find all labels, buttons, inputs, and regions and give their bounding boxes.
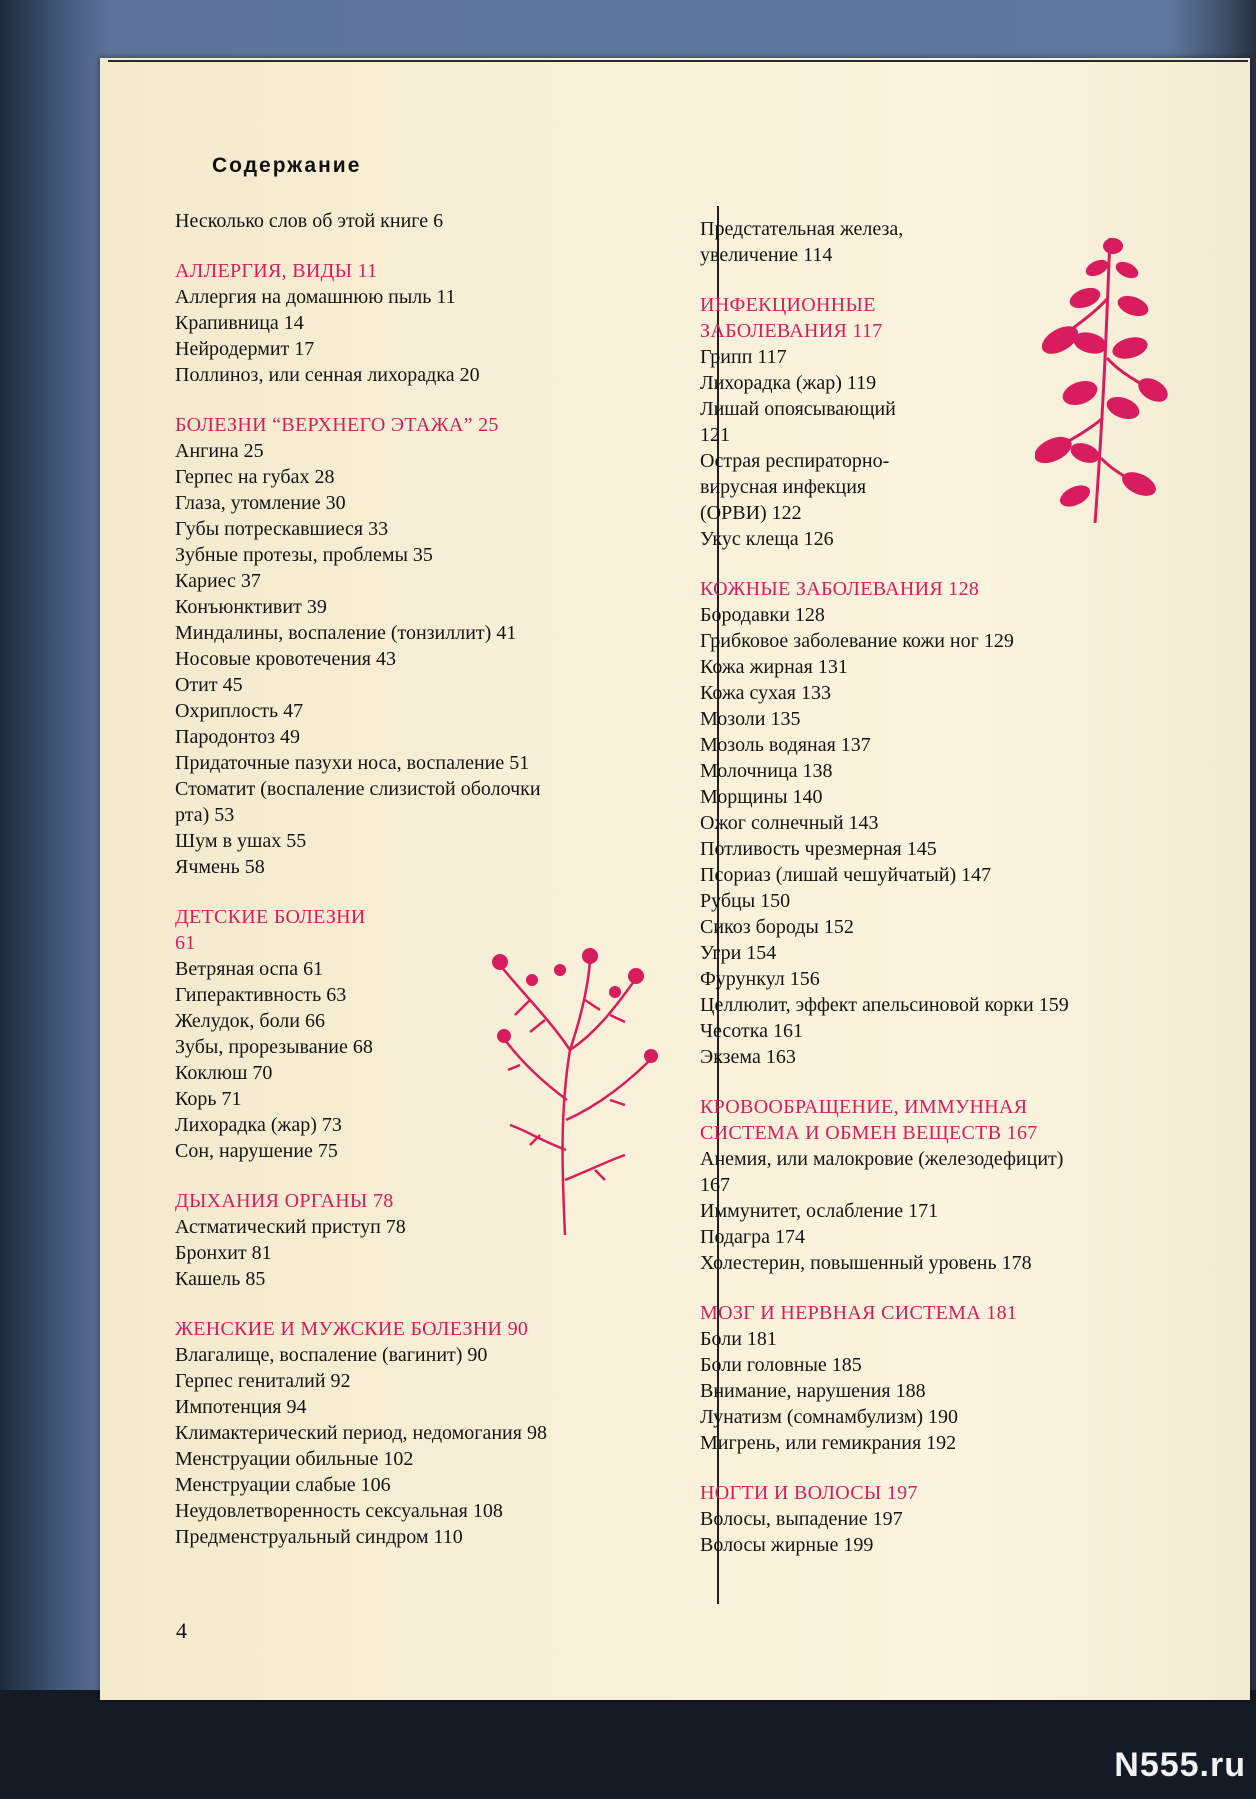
toc-entry: Экзема 163 [700, 1046, 796, 1068]
toc-entry: Предстательная железа, [700, 218, 904, 240]
toc-entry: Сикоз бороды 152 [700, 916, 854, 938]
toc-entry: Глаза, утомление 30 [175, 492, 346, 514]
chamomile-plant-illustration [470, 940, 670, 1240]
toc-section-heading: ДЕТСКИЕ БОЛЕЗНИ [175, 906, 366, 928]
toc-entry: Лунатизм (сомнамбулизм) 190 [700, 1406, 959, 1428]
toc-entry: Потливость чрезмерная 145 [700, 838, 937, 860]
toc-entry: Грипп 117 [700, 346, 787, 368]
toc-section-heading: 61 [175, 932, 196, 954]
toc-section-heading: ЖЕНСКИЕ И МУЖСКИЕ БОЛЕЗНИ 90 [175, 1318, 529, 1340]
toc-entry: Ангина 25 [175, 440, 264, 462]
toc-entry: Несколько слов об этой книге 6 [175, 210, 444, 232]
toc-entry: Сон, нарушение 75 [175, 1140, 338, 1162]
toc-entry: Предменструальный синдром 110 [175, 1526, 463, 1548]
toc-entry: Боли головные 185 [700, 1354, 862, 1376]
toc-section-heading: АЛЛЕРГИЯ, ВИДЫ 11 [175, 260, 378, 282]
toc-section-heading: ДЫХАНИЯ ОРГАНЫ 78 [175, 1190, 394, 1212]
toc-entry: Зубные протезы, проблемы 35 [175, 544, 433, 566]
toc-entry: Кариес 37 [175, 570, 261, 592]
section-gap [700, 1456, 1170, 1480]
toc-entry: Ячмень 58 [175, 856, 265, 878]
toc-entry: Кожа сухая 133 [700, 682, 831, 704]
toc-entry: Астматический приступ 78 [175, 1216, 406, 1238]
scan-background [0, 1690, 1256, 1799]
toc-entry: Мозоль водяная 137 [700, 734, 871, 756]
toc-entry: Желудок, боли 66 [175, 1010, 325, 1032]
toc-entry: Внимание, нарушения 188 [700, 1380, 926, 1402]
toc-entry: Волосы жирные 199 [700, 1534, 874, 1556]
toc-entry: Пародонтоз 49 [175, 726, 300, 748]
section-gap [175, 234, 715, 258]
toc-entry: Лишай опоясывающий [700, 398, 896, 420]
section-gap [175, 388, 715, 412]
toc-section-heading: МОЗГ И НЕРВНАЯ СИСТЕМА 181 [700, 1302, 1018, 1324]
toc-entry: Бородавки 128 [700, 604, 825, 626]
toc-entry: Волосы, выпадение 197 [700, 1508, 903, 1530]
section-gap [175, 880, 715, 904]
toc-entry: Ожог солнечный 143 [700, 812, 879, 834]
section-gap [175, 1292, 715, 1316]
toc-entry: 167 [700, 1174, 730, 1196]
toc-entry: Губы потрескавшиеся 33 [175, 518, 389, 540]
toc-entry: Иммунитет, ослабление 171 [700, 1200, 939, 1222]
toc-entry: Крапивница 14 [175, 312, 304, 334]
toc-entry: Угри 154 [700, 942, 777, 964]
toc-entry: Чесотка 161 [700, 1020, 804, 1042]
toc-entry: Лихорадка (жар) 73 [175, 1114, 342, 1136]
toc-section-heading: КОЖНЫЕ ЗАБОЛЕВАНИЯ 128 [700, 578, 980, 600]
toc-entry: увеличение 114 [700, 244, 833, 266]
toc-entry: Охриплость 47 [175, 700, 304, 722]
toc-entry: Аллергия на домашнюю пыль 11 [175, 286, 456, 308]
toc-entry: Псориаз (лишай чешуйчатый) 147 [700, 864, 992, 886]
toc-entry: Холестерин, повышенный уровень 178 [700, 1252, 1032, 1274]
section-gap [700, 1276, 1170, 1300]
mint-plant-illustration [1035, 228, 1170, 528]
toc-entry: Корь 71 [175, 1088, 242, 1110]
page-title: Содержание [212, 154, 362, 177]
toc-entry: Подагра 174 [700, 1226, 805, 1248]
toc-entry: Фурункул 156 [700, 968, 820, 990]
toc-entry: Климактерический период, недомогания 98 [175, 1422, 547, 1444]
toc-entry: Менструации обильные 102 [175, 1448, 414, 1470]
toc-entry: Целлюлит, эффект апельсиновой корки 159 [700, 994, 1069, 1016]
page-top-rule [108, 60, 1248, 62]
toc-entry: Боли 181 [700, 1328, 777, 1350]
toc-entry: Кожа жирная 131 [700, 656, 848, 678]
toc-entry: Миндалины, воспаление (тонзиллит) 41 [175, 622, 517, 644]
toc-section-heading: СИСТЕМА И ОБМЕН ВЕЩЕСТВ 167 [700, 1122, 1038, 1144]
toc-entry: вирусная инфекция [700, 476, 867, 498]
toc-entry: Лихорадка (жар) 119 [700, 372, 877, 394]
toc-entry: (ОРВИ) 122 [700, 502, 802, 524]
toc-section-heading: НОГТИ И ВОЛОСЫ 197 [700, 1482, 918, 1504]
toc-left-column [175, 208, 715, 1550]
section-gap [700, 552, 1170, 576]
toc-entry: Молочница 138 [700, 760, 833, 782]
toc-entry: Конъюнктивит 39 [175, 596, 327, 618]
toc-entry: Укус клеща 126 [700, 528, 834, 550]
toc-section-heading: ЗАБОЛЕВАНИЯ 117 [700, 320, 883, 342]
toc-entry: Коклюш 70 [175, 1062, 273, 1084]
toc-entry: Грибковое заболевание кожи ног 129 [700, 630, 1014, 652]
toc-entry: Ветряная оспа 61 [175, 958, 324, 980]
toc-entry: Рубцы 150 [700, 890, 791, 912]
page-number: 4 [176, 1618, 187, 1643]
toc-entry: Носовые кровотечения 43 [175, 648, 396, 670]
toc-entry: Поллиноз, или сенная лихорадка 20 [175, 364, 480, 386]
toc-entry: Мигрень, или гемикрания 192 [700, 1432, 957, 1454]
toc-entry: Зубы, прорезывание 68 [175, 1036, 373, 1058]
watermark: N555.ru [1114, 1746, 1246, 1784]
toc-section-heading: КРОВООБРАЩЕНИЕ, ИММУННАЯ [700, 1096, 1028, 1118]
toc-entry: Импотенция 94 [175, 1396, 307, 1418]
toc-entry: Шум в ушах 55 [175, 830, 307, 852]
toc-entry: Герпес на губах 28 [175, 466, 335, 488]
toc-entry: Морщины 140 [700, 786, 823, 808]
toc-entry: Влагалище, воспаление (вагинит) 90 [175, 1344, 488, 1366]
toc-entry: 121 [700, 424, 730, 446]
toc-entry: Острая респираторно- [700, 450, 890, 472]
toc-section-heading: БОЛЕЗНИ “ВЕРХНЕГО ЭТАЖА” 25 [175, 414, 499, 436]
toc-entry: Отит 45 [175, 674, 243, 696]
toc-entry: Мозоли 135 [700, 708, 801, 730]
toc-entry: рта) 53 [175, 804, 235, 826]
toc-entry: Кашель 85 [175, 1268, 266, 1290]
toc-entry: Бронхит 81 [175, 1242, 272, 1264]
toc-section-heading: ИНФЕКЦИОННЫЕ [700, 294, 876, 316]
toc-entry: Анемия, или малокровие (железодефицит) [700, 1148, 1064, 1170]
toc-entry: Нейродермит 17 [175, 338, 315, 360]
section-gap [700, 1070, 1170, 1094]
toc-entry: Неудовлетворенность сексуальная 108 [175, 1500, 503, 1522]
toc-entry: Менструации слабые 106 [175, 1474, 391, 1496]
toc-entry: Герпес гениталий 92 [175, 1370, 351, 1392]
toc-entry: Придаточные пазухи носа, воспаление 51 [175, 752, 530, 774]
toc-entry: Гиперактивность 63 [175, 984, 347, 1006]
toc-entry: Стоматит (воспаление слизистой оболочки [175, 778, 541, 800]
